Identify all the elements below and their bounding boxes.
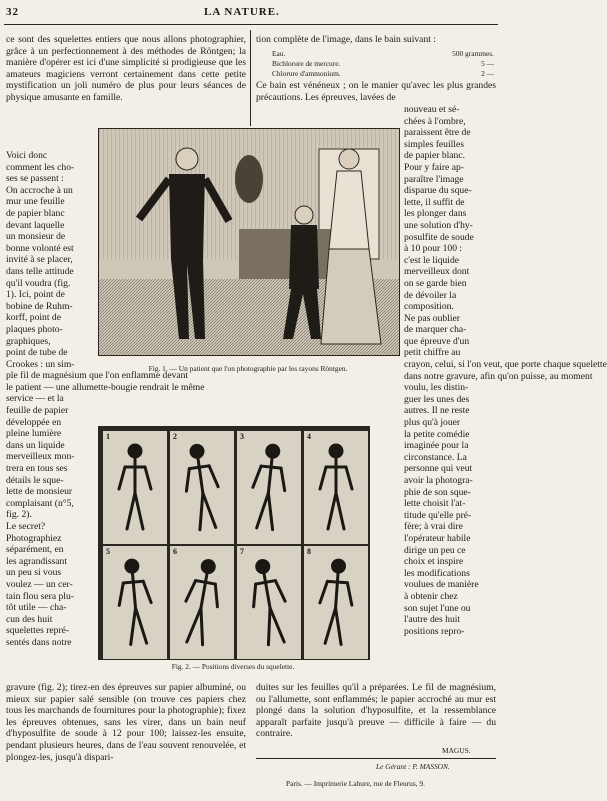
right-column-line: de marquer cha-: [404, 324, 467, 336]
right-narrow-column: [404, 104, 607, 637]
left-column-line: voulez — un cer-: [6, 578, 73, 590]
recipe-row: [272, 49, 494, 59]
recipe-ingredient: Eau.: [272, 49, 286, 58]
column-divider-top: [250, 30, 251, 126]
right-column-line: son sujet l'une ou: [404, 602, 471, 614]
skeleton-icon: [103, 431, 167, 544]
right-column-line: paraissent être de: [404, 127, 471, 139]
right-column-line: dirige un peu ce: [404, 544, 466, 556]
left-column-line: feuille de papier: [6, 405, 69, 417]
left-lines-container: [6, 150, 205, 649]
header-rule: [4, 24, 498, 25]
right-column-line: composition.: [404, 301, 454, 313]
right-column-line: dans notre gravure, afin qu'on puisse, au moment: [404, 370, 593, 382]
skeleton-icon: [103, 546, 167, 659]
right-column-line: l'opérateur habile: [404, 532, 471, 544]
left-column-line: comment les cho-: [6, 161, 75, 173]
right-column-line: nouveau et sé-: [404, 104, 460, 115]
journal-title: LA NATURE.: [204, 6, 280, 18]
skeleton-icon: [304, 431, 368, 544]
left-column-line: devant laquelle: [6, 219, 65, 231]
left-column-line: bonne volonté est: [6, 242, 74, 254]
left-column-line: point de tube de: [6, 347, 68, 359]
left-column-line: développée en: [6, 416, 62, 428]
right-column-line: merveilleux dont: [404, 266, 470, 278]
right-column-line: disparue du sque-: [404, 185, 472, 197]
right-column-line: l'autre des huit: [404, 614, 461, 626]
right-column-line: fère; à vrai dire: [404, 521, 463, 533]
right-column-line: Ne pas oublier: [404, 312, 460, 324]
left-column-line: trera en tous ses: [6, 463, 68, 475]
left-column-line: graphiques,: [6, 335, 51, 347]
recipe-row: [272, 69, 494, 79]
left-column-line: de papier blanc: [6, 207, 65, 219]
left-column-line: Le secret?: [6, 521, 46, 532]
right-column-line: à 10 pour 100 :: [404, 243, 463, 255]
skeleton-icon: [304, 546, 368, 659]
left-column-line: sentés dans notre: [6, 636, 72, 648]
right-column-line: phie de son sque-: [404, 486, 471, 498]
skeleton-panel: [236, 545, 302, 660]
left-intro-paragraph: ce sont des squelettes entiers que nous allons photographier, grâce à un perfectionnement à des méthodes de Röntgen; la manière d'opérer est ici d'une simplicité si prodigieuse que les amateurs magiciens verront certainement dans cette petite mystification un joli numéro de plus pour leurs séances de physique amusante en famille.: [6, 34, 246, 103]
right-column-line: petit chiffre au: [404, 347, 461, 359]
left-column-line: 1). Ici, point de: [6, 289, 65, 301]
left-column-line: tôt utile — cha-: [6, 602, 67, 614]
right-column-line: autres. Il ne reste: [404, 405, 470, 417]
left-column-line: ple fil de magnésium que l'on enflamme devant: [6, 370, 189, 382]
left-column-line: dans telle attitude: [6, 265, 74, 277]
left-column-line: cun des huit: [6, 613, 53, 625]
left-column-line: le patient — une allumette-bougie rendrait le même: [6, 381, 205, 393]
panel-number: 2: [173, 432, 177, 441]
warning-paragraph: Ce bain est vénéneux ; on le manier qu'avec les plus grandes précautions. Les épreuves, lavées de: [256, 80, 496, 103]
left-column-line: invité à se placer,: [6, 254, 73, 266]
figure-1-engraving: [98, 128, 400, 356]
left-column-line: Photographiez: [6, 532, 62, 544]
left-column-line: ses se passent :: [6, 173, 64, 185]
right-column-line: de dévoiler la: [404, 289, 457, 301]
right-column-line: voulues de manière: [404, 579, 479, 591]
right-column-line: lette, il suffit de: [404, 196, 465, 208]
recipe-ingredient: Bichlorure de mercure.: [272, 59, 341, 68]
right-column-line: Pour y faire ap-: [404, 161, 464, 173]
author-signature: MAGUS.: [442, 746, 471, 755]
right-column-line: crayon, celui, si l'on veut, que porte chaque squelette: [404, 359, 607, 371]
panel-number: 8: [307, 547, 311, 556]
footer-rule: [256, 758, 496, 759]
skeleton-panel: [169, 545, 235, 660]
skeleton-icon: [237, 431, 301, 544]
recipe-quantity: 2 —: [481, 69, 494, 78]
left-column-line: bobine de Ruhm-: [6, 300, 73, 312]
left-column-line: séparément, en: [6, 544, 64, 556]
left-column-line: qu'il voudra (fig.: [6, 277, 71, 289]
right-intro-line: tion complète de l'image, dans le bain suivant :: [256, 34, 436, 45]
skeleton-panel: [169, 430, 235, 545]
right-column-line: avoir la photogra-: [404, 475, 473, 486]
right-column-line: choix et inspire: [404, 556, 464, 568]
recipe-quantity: 5 —: [481, 59, 494, 68]
left-column-line: lette de monsieur: [6, 486, 73, 498]
skeleton-icon: [237, 546, 301, 659]
figure-2-caption: Fig. 2. — Positions diverses du squelette.: [171, 662, 295, 671]
left-column-line: On accroche à un: [6, 184, 73, 196]
figure-1-caption: Fig. 1. — Un patient que l'on photographie par les rayons Röntgen.: [148, 364, 348, 373]
skeleton-panel: [236, 430, 302, 545]
left-column-line: Crookes : un sim-: [6, 358, 75, 370]
panel-number: 1: [106, 432, 110, 441]
figure-2-skeleton-grid: [98, 426, 370, 660]
left-column-line: Voici donc: [6, 150, 48, 161]
left-column-line: korff, point de: [6, 312, 61, 324]
skeleton-icon: [170, 431, 234, 544]
right-column-line: posulfite de soude: [404, 231, 474, 243]
printer-line: Paris. — Imprimerie Lahure, rue de Fleurus, 9.: [286, 779, 425, 788]
panel-number: 6: [173, 547, 177, 556]
left-column-line: un monsieur de: [6, 231, 66, 243]
recipe-ingredient: Chlorure d'ammonium.: [272, 69, 341, 78]
left-column-line: un peu si vous: [6, 567, 62, 579]
right-column-line: imaginée pour la: [404, 440, 469, 452]
left-column-line: détails le sque-: [6, 474, 64, 486]
panel-number: 7: [240, 547, 244, 556]
recipe-quantity: 500 grammes.: [452, 49, 494, 58]
panel-number: 5: [106, 547, 110, 556]
right-column-line: personne qui veut: [404, 463, 473, 475]
gerant-line: Le Gérant : P. MASSON.: [376, 762, 450, 771]
skeleton-panel: [303, 545, 369, 660]
right-column-line: lette choisit l'at-: [404, 498, 466, 510]
skeleton-panel: [303, 430, 369, 545]
left-column-line: pleine lumière: [6, 428, 62, 440]
left-column-line: squelettes repré-: [6, 625, 70, 637]
right-column-line: de papier blanc.: [404, 150, 465, 162]
right-column-line: plus qu'à jouer: [404, 417, 461, 429]
left-column-line: complaisant (n°5,: [6, 497, 74, 509]
right-column-line: on se garde bien: [404, 277, 467, 289]
right-column-line: une solution d'hy-: [404, 219, 473, 231]
bottom-right-paragraph: duites sur les feuilles qu'il a préparées. Le fil de magnésium, ou l'allumette, sont enflammés; le papier accroché au mur est plongé dans la solution d'hyposulfite, et la ressemblance apparaît parfaite jusqu'à preuve — difficile à faire — du contraire.: [256, 682, 496, 740]
left-column-line: plaques photo-: [6, 323, 63, 335]
right-column-line: les modifications: [404, 567, 470, 579]
right-column-line: titude qu'elle pré-: [404, 509, 472, 521]
right-column-line: à obtenir chez: [404, 590, 458, 602]
right-column-line: que épreuve d'un: [404, 335, 470, 347]
right-column-line: voulu, les distin-: [404, 382, 469, 394]
right-column-line: la petite comédie: [404, 428, 470, 440]
bottom-left-paragraph: gravure (fig. 2); tirez-en des épreuves sur papier albuminé, ou mieux sur papier salé sensible (on trouve ces papiers chez tous les marchands de fournitures pour la photographie); fixez les épreuves obtenues, sans les virer, dans un bain neuf d'hyposulfite de soude à 12 pour 100; laissez-les ensuite, pendant plusieurs heures, dans de l'eau souvent renouvelée, et plongez-les, jusqu'à dispari-: [6, 682, 246, 763]
right-column-line: simples feuilles: [404, 138, 464, 150]
right-lines-container: [404, 104, 607, 637]
left-column-line: dans un liquide: [6, 439, 65, 451]
recipe-row: [272, 59, 494, 69]
right-column-line: c'est le liquide: [404, 254, 460, 266]
right-column-line: chées à l'ombre,: [404, 115, 466, 127]
left-column-line: fig. 2).: [6, 509, 32, 521]
right-column-line: les plonger dans: [404, 208, 467, 220]
left-column-line: les agrandissant: [6, 555, 68, 567]
xray-scene-illustration: [99, 129, 399, 355]
left-column-line: merveilleux mon-: [6, 451, 75, 463]
right-column-line: positions repro-: [404, 625, 465, 637]
recipe-list: [272, 49, 494, 79]
left-column-line: mur une feuille: [6, 196, 65, 208]
right-column-line: circonstance. La: [404, 451, 467, 463]
left-column-line: service — et la: [6, 393, 64, 405]
skeleton-panel: [102, 545, 168, 660]
left-narrow-column: [6, 150, 205, 649]
panel-number: 3: [240, 432, 244, 441]
panel-number: 4: [307, 432, 311, 441]
right-column-line: guer les unes des: [404, 393, 470, 405]
right-column-line: paraître l'image: [404, 173, 464, 185]
left-column-line: tain flou sera plu-: [6, 590, 74, 602]
skeleton-panel: [102, 430, 168, 545]
page-number: 32: [6, 6, 19, 18]
skeleton-icon: [170, 546, 234, 659]
